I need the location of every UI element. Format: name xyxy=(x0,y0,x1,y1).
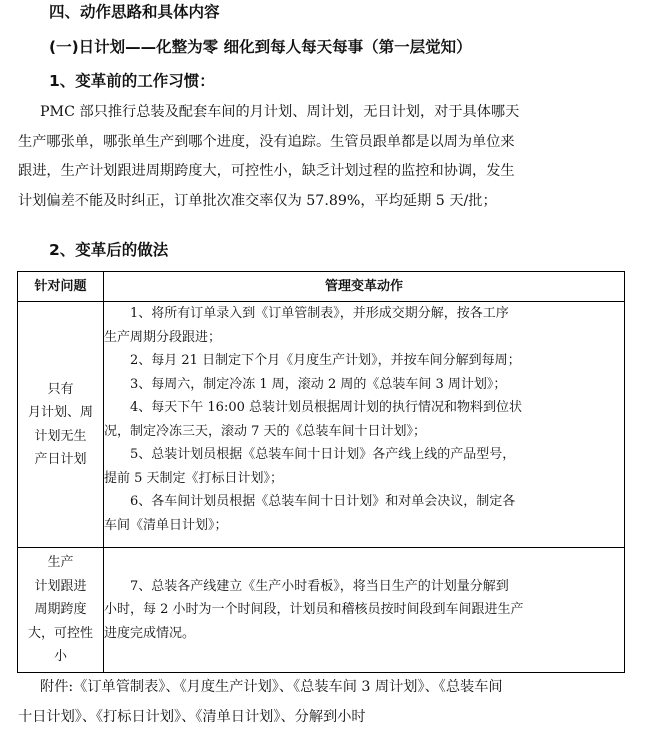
action-line: 6、各车间计划员根据《总装车间十日计划》和对单会决议，制定各 xyxy=(130,494,516,509)
before-paragraph xyxy=(18,98,630,216)
column-header-actions: 管理变革动作 xyxy=(104,272,625,302)
action-line: 4、每天下午 16:00 总装计划员根据周计划的执行情况和物料到位状 xyxy=(130,400,522,415)
attachment-paragraph xyxy=(18,673,630,732)
paragraph-line: 跟进，生产计划跟进周期跨度大，可控性小，缺乏计划过程的监控和协调，发生 xyxy=(18,163,515,179)
paragraph-line: 计划偏差不能及时纠正，订单批次准交率仅为 57.89%，平均延期 5 天/批； xyxy=(18,192,497,209)
attachment-line: 附件:《订单管制表》、《月度生产计划》、《总装车间 3 周计划》、《总装车间 xyxy=(40,679,503,695)
after-heading: 2、变革后的做法 xyxy=(49,241,169,259)
actions-cell xyxy=(104,302,625,548)
action-line: 提前 5 天制定《打标日计划》； xyxy=(104,470,284,486)
action-line: 5、总装计划员根据《总装车间十日计划》各产线上线的产品型号， xyxy=(130,447,516,462)
issue-line: 小 xyxy=(53,649,67,665)
action-line: 生产周期分段跟进； xyxy=(104,329,222,345)
issue-line: 月计划、周 xyxy=(27,405,93,420)
action-line: 2、每月 21 日制定下个月《月度生产计划》，并按车间分解到每周； xyxy=(130,353,521,368)
action-line: 车间《清单日计划》； xyxy=(104,517,228,533)
issue-line: 只有 xyxy=(47,381,74,397)
action-line: 1、将所有订单录入到《订单管制表》，并形成交期分解，按各工序 xyxy=(130,306,509,321)
change-actions-table xyxy=(17,271,625,673)
issue-line: 产日计划 xyxy=(34,452,87,467)
issue-line: 计划无生 xyxy=(34,428,87,444)
table-row xyxy=(18,548,625,673)
issue-cell xyxy=(18,302,104,548)
issue-line: 大，可控性 xyxy=(27,625,93,641)
issue-line: 计划跟进 xyxy=(34,578,87,594)
action-line: 7、总装各产线建立《生产小时看板》，将当日生产的计划量分解到 xyxy=(130,578,509,594)
action-line: 3、每周六，制定冷冻 1 周，滚动 2 周的《总装车间 3 周计划》； xyxy=(130,376,507,392)
before-heading: 1、变革前的工作习惯： xyxy=(49,72,215,90)
action-line: 小时，每 2 小时为一个时间段，计划员和稽核员按时间段到车间跟进生产 xyxy=(104,602,524,618)
issue-line: 周期跨度 xyxy=(34,602,87,618)
table-row xyxy=(18,302,625,548)
attachment-line: 十日计划》、《打标日计划》、《清单日计划》、分解到小时 xyxy=(18,708,366,725)
action-line: 况，制定冷冻三天，滚动 7 天的《总装车间十日计划》； xyxy=(104,423,427,439)
column-header-issue: 针对问题 xyxy=(18,272,104,302)
actions-cell xyxy=(104,548,625,673)
action-line: 进度完成情况。 xyxy=(104,625,196,641)
paragraph-line: 生产哪张单，哪张单生产到哪个进度，没有追踪。生管员跟单都是以周为单位来 xyxy=(18,133,515,150)
table-header-row xyxy=(18,272,625,302)
subheading: (一)日计划——化整为零 细化到每人每天每事（第一层觉知） xyxy=(49,38,472,56)
issue-cell xyxy=(18,548,104,673)
issue-line: 生产 xyxy=(47,555,74,571)
section-heading: 四、动作思路和具体内容 xyxy=(49,3,220,21)
paragraph-line: PMC 部只推行总装及配套车间的月计划、周计划，无日计划，对于具体哪天 xyxy=(40,104,520,120)
